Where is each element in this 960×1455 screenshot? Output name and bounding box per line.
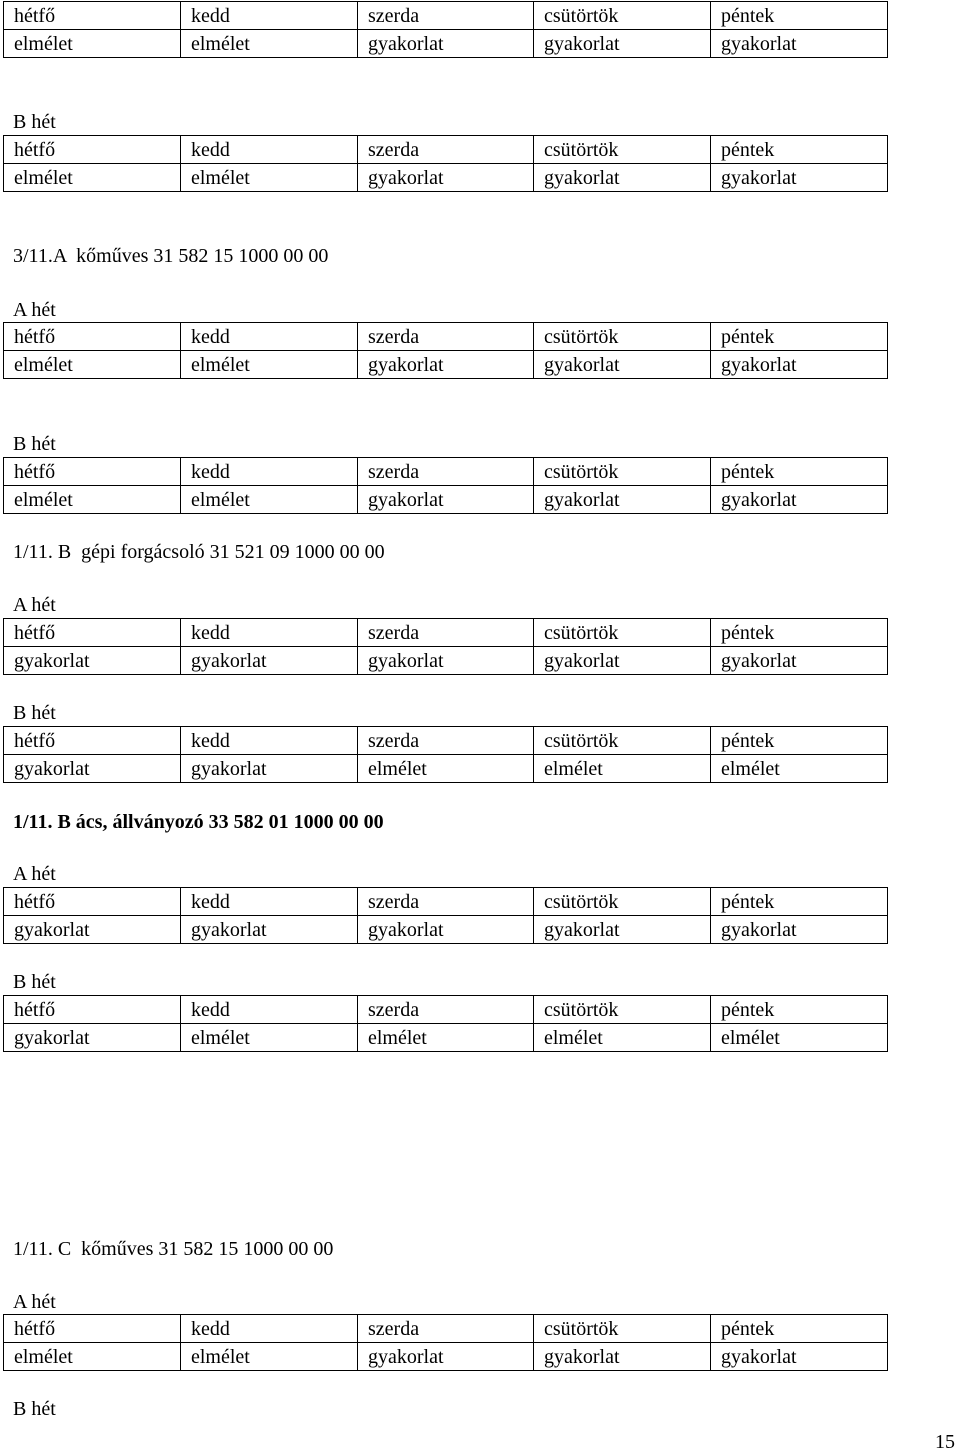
type-cell: gyakorlat	[711, 351, 888, 379]
day-cell: hétfő	[4, 323, 181, 351]
type-cell: gyakorlat	[181, 916, 358, 944]
type-cell: gyakorlat	[534, 647, 711, 675]
schedule-table-block4-week-a	[3, 1314, 888, 1371]
week-label-b: B hét	[13, 111, 56, 133]
schedule-table-block0-week-b	[3, 135, 888, 192]
day-cell: péntek	[711, 458, 888, 486]
day-cell: csütörtök	[534, 323, 711, 351]
day-cell: hétfő	[4, 888, 181, 916]
type-cell: elmélet	[4, 486, 181, 514]
type-cell: elmélet	[4, 164, 181, 192]
type-cell: gyakorlat	[358, 1343, 534, 1371]
day-cell: kedd	[181, 458, 358, 486]
day-cell: csütörtök	[534, 1315, 711, 1343]
day-cell: kedd	[181, 1315, 358, 1343]
table-row-types	[4, 164, 888, 192]
type-cell: gyakorlat	[711, 916, 888, 944]
type-cell: gyakorlat	[711, 164, 888, 192]
table-row-days	[4, 2, 888, 30]
class-heading: 1/11. C kőműves 31 582 15 1000 00 00	[13, 1238, 334, 1260]
type-cell: gyakorlat	[711, 486, 888, 514]
table-row-days	[4, 458, 888, 486]
schedule-table-block2-week-b	[3, 726, 888, 783]
table-row-days	[4, 996, 888, 1024]
type-cell: gyakorlat	[358, 486, 534, 514]
day-cell: kedd	[181, 323, 358, 351]
type-cell: gyakorlat	[711, 1343, 888, 1371]
day-cell: péntek	[711, 619, 888, 647]
schedule-table-block1-week-b	[3, 457, 888, 514]
table-row-types	[4, 30, 888, 58]
type-cell: elmélet	[181, 1024, 358, 1052]
type-cell: elmélet	[358, 1024, 534, 1052]
type-cell: gyakorlat	[534, 351, 711, 379]
table-row-days	[4, 136, 888, 164]
table-row-types	[4, 351, 888, 379]
class-heading: 1/11. B gépi forgácsoló 31 521 09 1000 00 00	[13, 541, 385, 563]
type-cell: gyakorlat	[4, 916, 181, 944]
day-cell: kedd	[181, 2, 358, 30]
day-cell: kedd	[181, 727, 358, 755]
day-cell: csütörtök	[534, 619, 711, 647]
day-cell: szerda	[358, 323, 534, 351]
type-cell: elmélet	[4, 30, 181, 58]
type-cell: gyakorlat	[534, 1343, 711, 1371]
table-row-days	[4, 323, 888, 351]
schedule-table-block0-week-a	[3, 1, 888, 58]
table-row-types	[4, 916, 888, 944]
week-label-a: A hét	[13, 299, 56, 321]
table-row-types	[4, 755, 888, 783]
day-cell: hétfő	[4, 619, 181, 647]
type-cell: elmélet	[711, 1024, 888, 1052]
class-heading: 3/11.A kőműves 31 582 15 1000 00 00	[13, 245, 329, 267]
type-cell: gyakorlat	[181, 755, 358, 783]
day-cell: hétfő	[4, 727, 181, 755]
day-cell: csütörtök	[534, 136, 711, 164]
page-number: 15	[935, 1431, 955, 1453]
type-cell: elmélet	[534, 1024, 711, 1052]
day-cell: hétfő	[4, 136, 181, 164]
class-heading: 1/11. B ács, állványozó 33 582 01 1000 00 00	[13, 811, 384, 833]
type-cell: gyakorlat	[181, 647, 358, 675]
day-cell: péntek	[711, 136, 888, 164]
week-label-a: A hét	[13, 594, 56, 616]
type-cell: gyakorlat	[711, 647, 888, 675]
type-cell: gyakorlat	[358, 351, 534, 379]
type-cell: elmélet	[181, 1343, 358, 1371]
type-cell: gyakorlat	[358, 916, 534, 944]
day-cell: hétfő	[4, 996, 181, 1024]
schedule-table-block3-week-b	[3, 995, 888, 1052]
type-cell: elmélet	[181, 486, 358, 514]
table-row-types	[4, 486, 888, 514]
day-cell: péntek	[711, 323, 888, 351]
type-cell: elmélet	[181, 351, 358, 379]
type-cell: elmélet	[181, 30, 358, 58]
week-label-a: A hét	[13, 1291, 56, 1313]
day-cell: péntek	[711, 2, 888, 30]
week-label-a: A hét	[13, 863, 56, 885]
type-cell: gyakorlat	[4, 647, 181, 675]
day-cell: szerda	[358, 996, 534, 1024]
type-cell: elmélet	[711, 755, 888, 783]
table-row-days	[4, 619, 888, 647]
day-cell: csütörtök	[534, 2, 711, 30]
day-cell: szerda	[358, 888, 534, 916]
type-cell: gyakorlat	[534, 916, 711, 944]
day-cell: kedd	[181, 136, 358, 164]
type-cell: gyakorlat	[358, 30, 534, 58]
type-cell: gyakorlat	[534, 164, 711, 192]
day-cell: szerda	[358, 619, 534, 647]
table-row-types	[4, 1024, 888, 1052]
table-row-days	[4, 888, 888, 916]
type-cell: gyakorlat	[358, 164, 534, 192]
week-label-b: B hét	[13, 702, 56, 724]
day-cell: csütörtök	[534, 888, 711, 916]
type-cell: gyakorlat	[534, 486, 711, 514]
day-cell: péntek	[711, 727, 888, 755]
table-row-types	[4, 1343, 888, 1371]
type-cell: gyakorlat	[534, 30, 711, 58]
day-cell: hétfő	[4, 2, 181, 30]
day-cell: kedd	[181, 996, 358, 1024]
week-label-b: B hét	[13, 971, 56, 993]
type-cell: elmélet	[181, 164, 358, 192]
day-cell: hétfő	[4, 1315, 181, 1343]
day-cell: kedd	[181, 888, 358, 916]
schedule-table-block3-week-a	[3, 887, 888, 944]
day-cell: szerda	[358, 727, 534, 755]
table-row-days	[4, 727, 888, 755]
week-label-b: B hét	[13, 433, 56, 455]
table-row-days	[4, 1315, 888, 1343]
type-cell: gyakorlat	[4, 755, 181, 783]
type-cell: gyakorlat	[4, 1024, 181, 1052]
type-cell: gyakorlat	[358, 647, 534, 675]
day-cell: csütörtök	[534, 727, 711, 755]
day-cell: péntek	[711, 1315, 888, 1343]
day-cell: szerda	[358, 136, 534, 164]
day-cell: szerda	[358, 458, 534, 486]
day-cell: szerda	[358, 2, 534, 30]
type-cell: gyakorlat	[711, 30, 888, 58]
day-cell: kedd	[181, 619, 358, 647]
week-label-b: B hét	[13, 1398, 56, 1420]
day-cell: csütörtök	[534, 996, 711, 1024]
day-cell: hétfő	[4, 458, 181, 486]
day-cell: péntek	[711, 888, 888, 916]
type-cell: elmélet	[4, 351, 181, 379]
schedule-table-block1-week-a	[3, 322, 888, 379]
schedule-table-block2-week-a	[3, 618, 888, 675]
type-cell: elmélet	[358, 755, 534, 783]
table-row-types	[4, 647, 888, 675]
day-cell: péntek	[711, 996, 888, 1024]
type-cell: elmélet	[534, 755, 711, 783]
type-cell: elmélet	[4, 1343, 181, 1371]
day-cell: csütörtök	[534, 458, 711, 486]
day-cell: szerda	[358, 1315, 534, 1343]
